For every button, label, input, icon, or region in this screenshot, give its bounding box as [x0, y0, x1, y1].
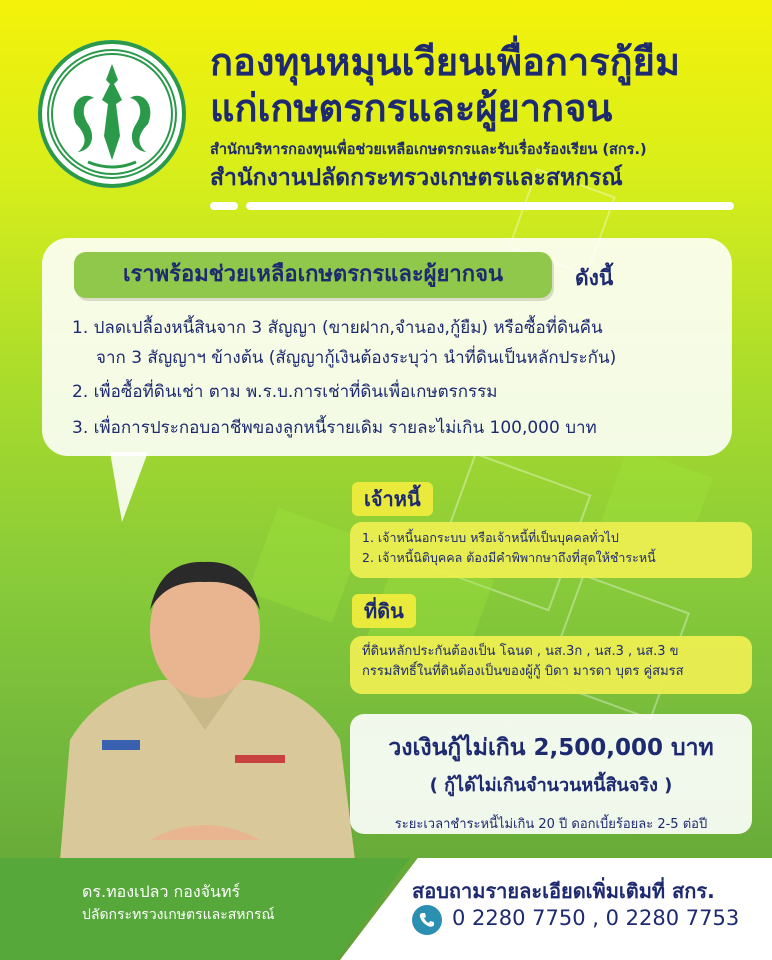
help-heading: เราพร้อมช่วยเหลือเกษตรกรและผู้ยากจน — [74, 252, 552, 298]
help-item: จาก 3 สัญญาฯ ข้างต้น (สัญญากู้เงินต้องระบุว่า นำที่ดินเป็นหลักประกัน) — [96, 348, 617, 368]
loan-box — [350, 714, 752, 834]
ministry-subtitle: สำนักงานปลัดกระทรวงเกษตรและสหกรณ์ — [210, 165, 623, 191]
help-heading-suffix: ดังนี้ — [575, 266, 614, 290]
office-subtitle: สำนักบริหารกองทุนเพื่อช่วยเหลือเกษตรกรและรับเรื่องร้องเรียน (สกร.) — [210, 142, 647, 158]
bubble-tail — [110, 452, 148, 522]
land-box — [350, 636, 752, 694]
phone-icon[interactable] — [412, 905, 442, 935]
page-title-line1: กองทุนหมุนเวียนเพื่อการกู้ยืม — [210, 40, 680, 84]
land-item: กรรมสิทธิ์ในที่ดินต้องเป็นของผู้กู้ บิดา มารดา บุตร คู่สมรส — [362, 664, 684, 679]
header-divider-short — [210, 202, 238, 210]
emblem-icon — [38, 40, 186, 188]
loan-condition: ( กู้ได้ไม่เกินจำนวนหนี้สินจริง ) — [429, 775, 673, 796]
help-item: 3. เพื่อการประกอบอาชีพของลูกหนี้รายเดิม รายละไม่เกิน 100,000 บาท — [72, 418, 597, 438]
official-name: ดร.ทองเปลว กองจันทร์ — [82, 882, 241, 901]
creditor-box — [350, 522, 752, 578]
official-position: ปลัดกระทรวงเกษตรและสหกรณ์ — [82, 907, 275, 923]
land-item: ที่ดินหลักประกันต้องเป็น โฉนด , นส.3ก , นส.3 , นส.3 ข — [362, 644, 679, 659]
header-divider-long — [246, 202, 734, 210]
help-item: 2. เพื่อซื้อที่ดินเช่า ตาม พ.ร.บ.การเช่าที่ดินเพื่อเกษตรกรรม — [72, 382, 498, 402]
creditor-item: 1. เจ้าหนี้นอกระบบ หรือเจ้าหนี้ที่เป็นบุคคลทั่วไป — [362, 530, 619, 545]
creditor-item: 2. เจ้าหนี้นิติบุคคล ต้องมีคำพิพากษาถึงที่สุดให้ชำระหนี้ — [362, 550, 656, 565]
help-item: 1. ปลดเปลื้องหนี้สินจาก 3 สัญญา (ขายฝาก,จำนอง,กู้ยืม) หรือซื้อที่ดินคืน — [72, 318, 603, 338]
ministry-emblem — [38, 40, 186, 188]
page-title-line2: แก่เกษตรกรและผู้ยากจน — [210, 86, 613, 130]
creditor-tag: เจ้าหนี้ — [352, 482, 433, 516]
loan-terms: ระยะเวลาชำระหนี้ไม่เกิน 20 ปี ดอกเบี้ยร้อยละ 2-5 ต่อปี — [394, 817, 708, 832]
loan-amount: วงเงินกู้ไม่เกิน 2,500,000 บาท — [388, 735, 714, 761]
land-tag: ที่ดิน — [352, 594, 416, 628]
official-portrait — [40, 540, 370, 860]
contact-label: สอบถามรายละเอียดเพิ่มเติมที่ สกร. — [412, 879, 715, 903]
contact-phones[interactable]: 0 2280 7750 , 0 2280 7753 — [452, 906, 740, 930]
